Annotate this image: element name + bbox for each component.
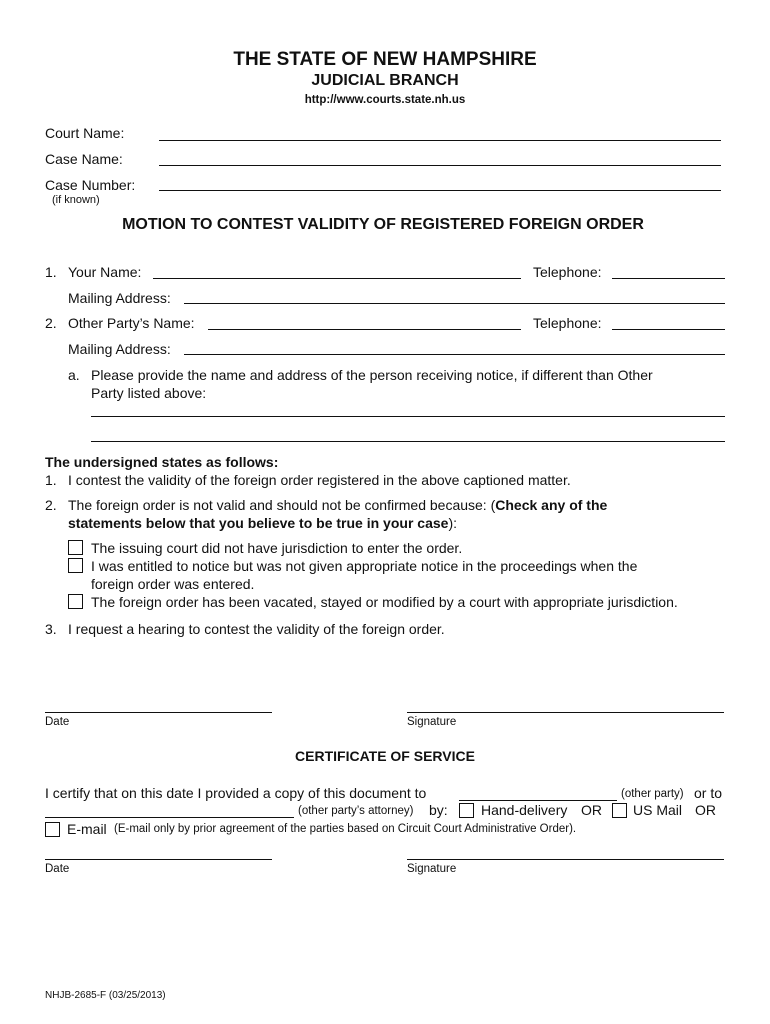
case-number-field[interactable] <box>159 190 721 191</box>
item-a-text-line1: Please provide the name and address of the person receiving notice, if different than Other <box>91 367 653 383</box>
certificate-heading: CERTIFICATE OF SERVICE <box>295 748 475 764</box>
date-label-1: Date <box>45 716 70 728</box>
form-title: MOTION TO CONTEST VALIDITY OF REGISTERED FOREIGN ORDER <box>122 216 644 233</box>
email-note <box>114 823 576 835</box>
statement-2-number: 2. <box>45 497 57 513</box>
court-name-label: Court Name: <box>45 125 125 141</box>
state-title: THE STATE OF NEW HAMPSHIRE <box>233 49 537 70</box>
mailing-address-field-2[interactable] <box>184 354 725 355</box>
statement-1-number: 1. <box>45 472 57 488</box>
telephone-label-1: Telephone: <box>533 264 602 280</box>
or-text-2: OR <box>695 802 716 818</box>
us-mail-label: US Mail <box>633 802 683 818</box>
case-number-label: Case Number: <box>45 177 136 193</box>
your-name-label: Your Name: <box>68 264 142 280</box>
mailing-address-label-2: Mailing Address: <box>68 341 171 357</box>
other-party-name-label: Other Party’s Name: <box>68 315 195 331</box>
statement-2-text <box>68 497 607 513</box>
by-text: by: <box>429 802 448 818</box>
jurisdiction-checkbox[interactable] <box>68 540 83 555</box>
other-party-service-field[interactable] <box>459 800 617 801</box>
telephone-label-2: Telephone: <box>533 315 602 331</box>
notice-checkbox[interactable] <box>68 558 83 573</box>
statement-1-text: I contest the validity of the foreign order registered in the above captioned matter. <box>68 472 571 488</box>
certify-text: I certify that on this date I provided a copy of this document to <box>45 785 427 801</box>
statements-heading: The undersigned states as follows: <box>45 454 279 470</box>
form-id: NHJB-2685-F (03/25/2013) <box>45 990 166 1001</box>
date-field-1[interactable] <box>45 712 272 713</box>
mailing-address-label-1: Mailing Address: <box>68 290 171 306</box>
us-mail-checkbox[interactable] <box>612 803 627 818</box>
hand-delivery-checkbox[interactable] <box>459 803 474 818</box>
court-name-field[interactable] <box>159 140 721 141</box>
item-1-number: 1. <box>45 264 57 280</box>
email-note-text: (E-mail only by prior agreement of the parties based on Circuit Court Administrative Order) <box>114 823 573 835</box>
check-1-text: The issuing court did not have jurisdiction to enter the order. <box>91 540 463 556</box>
your-name-field[interactable] <box>153 278 521 279</box>
branch-title: JUDICIAL BRANCH <box>311 72 459 89</box>
item-a-letter: a. <box>68 367 80 383</box>
statement-2-part1: The foreign order is not valid and should not be confirmed because: ( <box>68 497 496 513</box>
mailing-address-field-1[interactable] <box>184 303 725 304</box>
email-checkbox[interactable] <box>45 822 60 837</box>
court-url[interactable]: http://www.courts.state.nh.us <box>304 94 466 106</box>
check-2-text-line1: I was entitled to notice but was not given appropriate notice in the proceedings when the <box>91 558 638 574</box>
statement-2-bold1: Check any of the <box>495 497 608 513</box>
case-name-label: Case Name: <box>45 151 123 167</box>
item-2-number: 2. <box>45 315 57 331</box>
date-field-2[interactable] <box>45 859 272 860</box>
hand-delivery-label: Hand-delivery <box>481 802 568 818</box>
attorney-small-label: (other party’s attorney) <box>298 805 414 817</box>
statement-2-end: ): <box>448 515 457 531</box>
signature-label-2: Signature <box>407 863 457 875</box>
telephone-field-2[interactable] <box>612 329 725 330</box>
date-label-2: Date <box>45 863 70 875</box>
other-party-name-field[interactable] <box>208 329 521 330</box>
vacated-checkbox[interactable] <box>68 594 83 609</box>
case-name-field[interactable] <box>159 165 721 166</box>
statement-2-line2 <box>68 515 457 531</box>
check-2-text-line2: foreign order was entered. <box>91 576 255 592</box>
notice-recipient-field-2[interactable] <box>91 441 725 442</box>
item-a-text-line2: Party listed above: <box>91 385 207 401</box>
telephone-field-1[interactable] <box>612 278 725 279</box>
email-note-period: . <box>572 823 577 835</box>
check-3-text: The foreign order has been vacated, stayed or modified by a court with appropriate jurisdiction. <box>91 594 678 610</box>
if-known-note: (if known) <box>52 194 100 206</box>
other-party-small-label: (other party) <box>621 788 684 800</box>
signature-field-2[interactable] <box>407 859 724 860</box>
statement-3-number: 3. <box>45 621 57 637</box>
signature-field-1[interactable] <box>407 712 724 713</box>
statement-2-bold2: statements below that you believe to be true in your case <box>68 515 449 531</box>
statement-3-text: I request a hearing to contest the validity of the foreign order. <box>68 621 445 637</box>
attorney-service-field[interactable] <box>45 817 294 818</box>
or-text-1: OR <box>581 802 602 818</box>
signature-label-1: Signature <box>407 716 457 728</box>
email-label: E-mail <box>67 821 107 837</box>
notice-recipient-field-1[interactable] <box>91 416 725 417</box>
or-to-text: or to <box>694 785 723 801</box>
